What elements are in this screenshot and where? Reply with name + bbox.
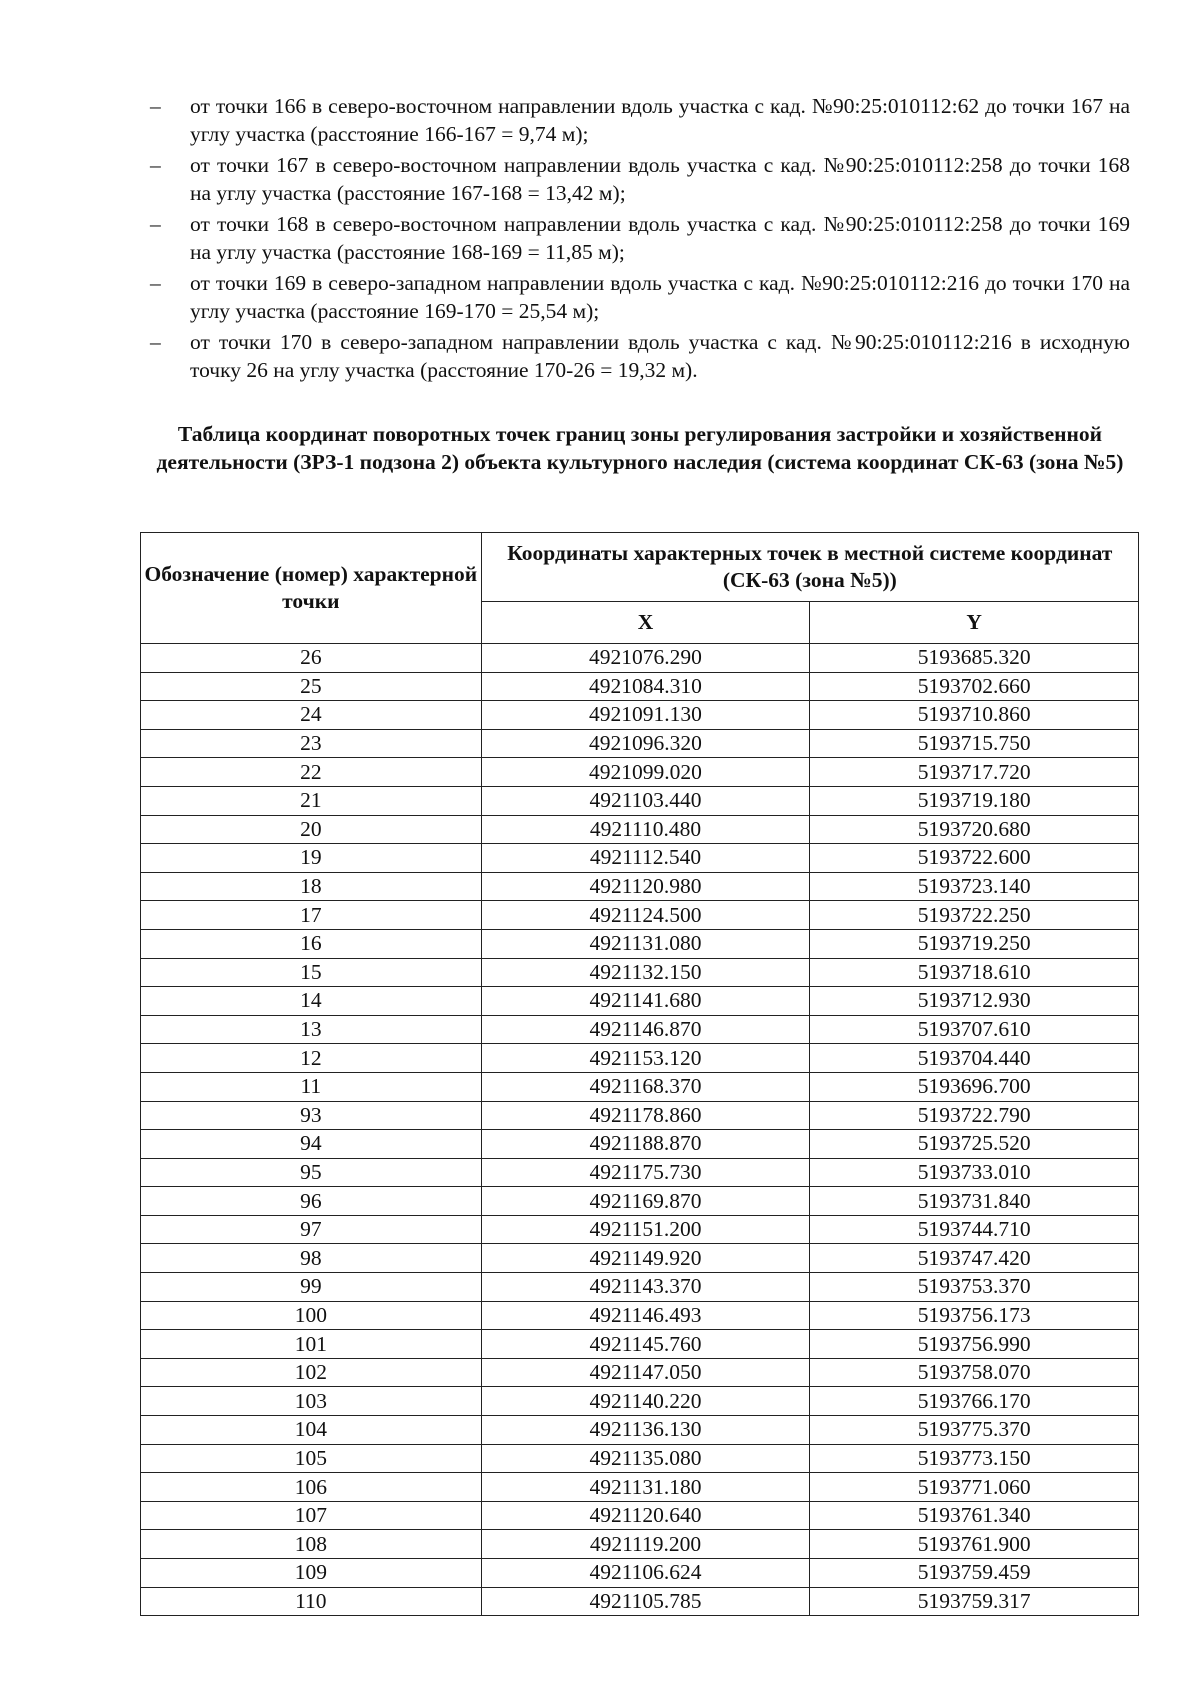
header-x: X xyxy=(481,601,810,643)
cell-y: 5193753.370 xyxy=(810,1273,1139,1302)
cell-y: 5193771.060 xyxy=(810,1473,1139,1502)
cell-point-number: 13 xyxy=(141,1015,482,1044)
cell-point-number: 16 xyxy=(141,929,482,958)
table-row xyxy=(141,1273,1139,1302)
list-item xyxy=(150,210,1130,266)
cell-x: 4921145.760 xyxy=(481,1330,810,1359)
list-item xyxy=(150,151,1130,207)
cell-y: 5193723.140 xyxy=(810,872,1139,901)
cell-y: 5193731.840 xyxy=(810,1187,1139,1216)
table-title: Таблица координат поворотных точек границ зоны регулирования застройки и хозяйственной деятельности (ЗРЗ-1 подзона 2) объекта культурного наследия (система координат СК-63 (зона №5) xyxy=(156,422,1124,474)
cell-x: 4921084.310 xyxy=(481,672,810,701)
cell-y: 5193707.610 xyxy=(810,1015,1139,1044)
table-row xyxy=(141,729,1139,758)
table-row xyxy=(141,1044,1139,1073)
table-row xyxy=(141,1215,1139,1244)
cell-point-number: 17 xyxy=(141,901,482,930)
list-item-text: от точки 170 в северо-западном направлении вдоль участка с кад. №90:25:010112:216 в исходную точку 26 на углу участка (расстояние 170-26 = 19,32 м). xyxy=(190,330,1130,382)
cell-x: 4921120.640 xyxy=(481,1501,810,1530)
cell-y: 5193766.170 xyxy=(810,1387,1139,1416)
cell-point-number: 25 xyxy=(141,672,482,701)
cell-y: 5193718.610 xyxy=(810,958,1139,987)
cell-y: 5193775.370 xyxy=(810,1416,1139,1445)
table-row xyxy=(141,815,1139,844)
cell-x: 4921147.050 xyxy=(481,1358,810,1387)
table-row xyxy=(141,758,1139,787)
list-item xyxy=(150,328,1130,384)
cell-point-number: 103 xyxy=(141,1387,482,1416)
cell-y: 5193702.660 xyxy=(810,672,1139,701)
table-body xyxy=(141,644,1139,1616)
cell-point-number: 100 xyxy=(141,1301,482,1330)
cell-y: 5193744.710 xyxy=(810,1215,1139,1244)
table-row xyxy=(141,1301,1139,1330)
table-row xyxy=(141,1387,1139,1416)
table-row xyxy=(141,786,1139,815)
cell-point-number: 106 xyxy=(141,1473,482,1502)
table-row xyxy=(141,644,1139,673)
cell-y: 5193733.010 xyxy=(810,1158,1139,1187)
cell-point-number: 109 xyxy=(141,1559,482,1588)
cell-x: 4921103.440 xyxy=(481,786,810,815)
cell-y: 5193715.750 xyxy=(810,729,1139,758)
cell-point-number: 102 xyxy=(141,1358,482,1387)
cell-point-number: 98 xyxy=(141,1244,482,1273)
cell-y: 5193719.180 xyxy=(810,786,1139,815)
cell-y: 5193773.150 xyxy=(810,1444,1139,1473)
cell-point-number: 19 xyxy=(141,844,482,873)
cell-x: 4921096.320 xyxy=(481,729,810,758)
header-coordinates: Координаты характерных точек в местной системе координат (СК-63 (зона №5)) xyxy=(481,533,1138,602)
table-row xyxy=(141,1587,1139,1616)
cell-x: 4921124.500 xyxy=(481,901,810,930)
cell-y: 5193710.860 xyxy=(810,701,1139,730)
cell-x: 4921146.493 xyxy=(481,1301,810,1330)
table-row xyxy=(141,1530,1139,1559)
cell-point-number: 93 xyxy=(141,1101,482,1130)
cell-point-number: 96 xyxy=(141,1187,482,1216)
list-dash: – xyxy=(150,271,161,295)
cell-x: 4921175.730 xyxy=(481,1158,810,1187)
cell-x: 4921136.130 xyxy=(481,1416,810,1445)
table-row xyxy=(141,1473,1139,1502)
table-row xyxy=(141,1559,1139,1588)
cell-point-number: 15 xyxy=(141,958,482,987)
cell-x: 4921112.540 xyxy=(481,844,810,873)
cell-y: 5193761.340 xyxy=(810,1501,1139,1530)
list-dash: – xyxy=(150,153,161,177)
list-item-text: от точки 169 в северо-западном направлении вдоль участка с кад. №90:25:010112:216 до точки 170 на углу участка (расстояние 169-170 = 25,54 м); xyxy=(190,271,1130,323)
cell-point-number: 101 xyxy=(141,1330,482,1359)
table-row xyxy=(141,1358,1139,1387)
header-y: Y xyxy=(810,601,1139,643)
cell-point-number: 20 xyxy=(141,815,482,844)
cell-point-number: 99 xyxy=(141,1273,482,1302)
cell-x: 4921106.624 xyxy=(481,1559,810,1588)
table-row xyxy=(141,958,1139,987)
list-dash: – xyxy=(150,94,161,118)
table-header xyxy=(141,533,1139,644)
cell-point-number: 104 xyxy=(141,1416,482,1445)
table-row xyxy=(141,672,1139,701)
list-item-text: от точки 168 в северо-восточном направлении вдоль участка с кад. №90:25:010112:258 до точки 169 на углу участка (расстояние 168-169 = 11,85 м); xyxy=(190,212,1130,264)
table-row xyxy=(141,1101,1139,1130)
cell-point-number: 107 xyxy=(141,1501,482,1530)
list-dash: – xyxy=(150,212,161,236)
cell-x: 4921110.480 xyxy=(481,815,810,844)
cell-point-number: 24 xyxy=(141,701,482,730)
cell-x: 4921105.785 xyxy=(481,1587,810,1616)
cell-x: 4921141.680 xyxy=(481,987,810,1016)
cell-y: 5193756.173 xyxy=(810,1301,1139,1330)
table-row xyxy=(141,1015,1139,1044)
cell-x: 4921143.370 xyxy=(481,1273,810,1302)
cell-x: 4921146.870 xyxy=(481,1015,810,1044)
coordinates-table xyxy=(140,532,1139,1616)
cell-x: 4921168.370 xyxy=(481,1072,810,1101)
cell-y: 5193696.700 xyxy=(810,1072,1139,1101)
table-row xyxy=(141,844,1139,873)
cell-x: 4921140.220 xyxy=(481,1387,810,1416)
cell-y: 5193725.520 xyxy=(810,1130,1139,1159)
header-point-designation: Обозначение (номер) характерной точки xyxy=(141,533,482,644)
cell-y: 5193761.900 xyxy=(810,1530,1139,1559)
cell-x: 4921188.870 xyxy=(481,1130,810,1159)
list-item-text: от точки 166 в северо-восточном направлении вдоль участка с кад. №90:25:010112:62 до точки 167 на углу участка (расстояние 166-167 = 9,74 м); xyxy=(190,94,1130,146)
cell-y: 5193717.720 xyxy=(810,758,1139,787)
table-row xyxy=(141,872,1139,901)
cell-point-number: 108 xyxy=(141,1530,482,1559)
cell-y: 5193759.459 xyxy=(810,1559,1139,1588)
cell-x: 4921091.130 xyxy=(481,701,810,730)
cell-x: 4921119.200 xyxy=(481,1530,810,1559)
cell-x: 4921120.980 xyxy=(481,872,810,901)
cell-point-number: 94 xyxy=(141,1130,482,1159)
list-item xyxy=(150,92,1130,148)
cell-point-number: 23 xyxy=(141,729,482,758)
table-row xyxy=(141,1244,1139,1273)
cell-x: 4921099.020 xyxy=(481,758,810,787)
cell-y: 5193704.440 xyxy=(810,1044,1139,1073)
cell-point-number: 110 xyxy=(141,1587,482,1616)
list-item-text: от точки 167 в северо-восточном направлении вдоль участка с кад. №90:25:010112:258 до точки 168 на углу участка (расстояние 167-168 = 13,42 м); xyxy=(190,153,1130,205)
cell-y: 5193712.930 xyxy=(810,987,1139,1016)
cell-point-number: 105 xyxy=(141,1444,482,1473)
cell-y: 5193722.790 xyxy=(810,1101,1139,1130)
cell-x: 4921135.080 xyxy=(481,1444,810,1473)
cell-y: 5193719.250 xyxy=(810,929,1139,958)
cell-point-number: 95 xyxy=(141,1158,482,1187)
cell-point-number: 18 xyxy=(141,872,482,901)
cell-point-number: 26 xyxy=(141,644,482,673)
cell-x: 4921076.290 xyxy=(481,644,810,673)
cell-point-number: 11 xyxy=(141,1072,482,1101)
cell-x: 4921151.200 xyxy=(481,1215,810,1244)
list-item xyxy=(150,269,1130,325)
cell-y: 5193722.250 xyxy=(810,901,1139,930)
table-row xyxy=(141,929,1139,958)
cell-x: 4921153.120 xyxy=(481,1044,810,1073)
cell-y: 5193758.070 xyxy=(810,1358,1139,1387)
table-row xyxy=(141,901,1139,930)
cell-point-number: 14 xyxy=(141,987,482,1016)
cell-x: 4921178.860 xyxy=(481,1101,810,1130)
table-row xyxy=(141,1130,1139,1159)
cell-point-number: 12 xyxy=(141,1044,482,1073)
table-row xyxy=(141,1158,1139,1187)
cell-x: 4921131.180 xyxy=(481,1473,810,1502)
list-dash: – xyxy=(150,330,161,354)
cell-y: 5193685.320 xyxy=(810,644,1139,673)
table-row xyxy=(141,1072,1139,1101)
table-row xyxy=(141,1187,1139,1216)
cell-y: 5193722.600 xyxy=(810,844,1139,873)
cell-y: 5193720.680 xyxy=(810,815,1139,844)
table-row xyxy=(141,701,1139,730)
table-row xyxy=(141,1444,1139,1473)
boundary-description-list xyxy=(150,92,1130,387)
cell-y: 5193747.420 xyxy=(810,1244,1139,1273)
cell-y: 5193759.317 xyxy=(810,1587,1139,1616)
table-row xyxy=(141,1501,1139,1530)
cell-x: 4921132.150 xyxy=(481,958,810,987)
table-row xyxy=(141,987,1139,1016)
cell-point-number: 21 xyxy=(141,786,482,815)
cell-x: 4921149.920 xyxy=(481,1244,810,1273)
cell-x: 4921131.080 xyxy=(481,929,810,958)
cell-point-number: 97 xyxy=(141,1215,482,1244)
table-row xyxy=(141,1416,1139,1445)
table-row xyxy=(141,1330,1139,1359)
cell-y: 5193756.990 xyxy=(810,1330,1139,1359)
cell-x: 4921169.870 xyxy=(481,1187,810,1216)
cell-point-number: 22 xyxy=(141,758,482,787)
